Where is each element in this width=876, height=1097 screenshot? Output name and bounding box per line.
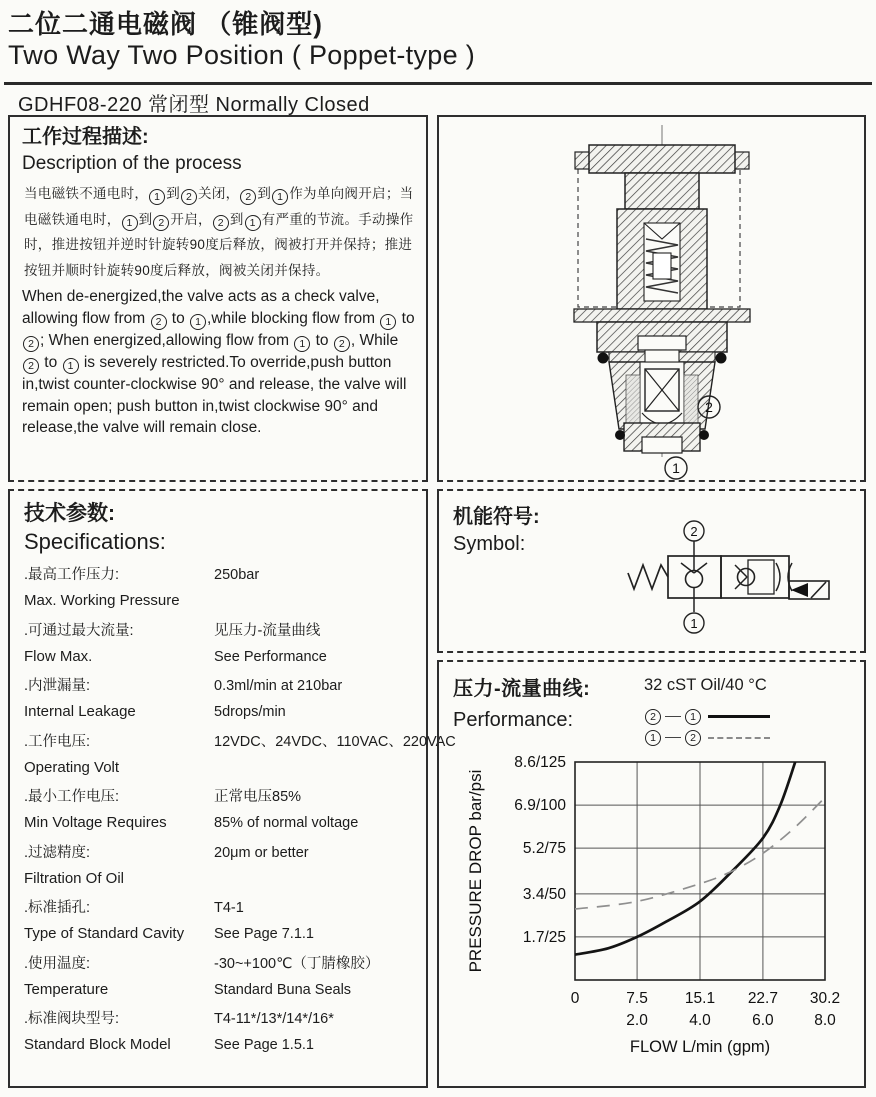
- performance-heading-en: Performance:: [453, 709, 574, 731]
- oil-condition-note: 32 cST Oil/40 °C: [644, 676, 767, 694]
- svg-text:1: 1: [690, 616, 698, 631]
- spec-label-en: Min Voltage Requires: [24, 814, 167, 831]
- spec-value-secondary: [214, 866, 426, 892]
- symbol-port-2: [684, 521, 704, 556]
- spec-value-primary: 250bar: [214, 567, 260, 583]
- spec-value-primary: 正常电压85%: [214, 789, 302, 805]
- spec-value-secondary: See Page 1.5.1: [214, 1037, 314, 1053]
- spec-label-en: Max. Working Pressure: [24, 592, 180, 609]
- spec-value-secondary: 5drops/min: [214, 704, 286, 720]
- symbol-port-1: [684, 598, 704, 633]
- svg-text:1: 1: [672, 460, 680, 476]
- spec-value-primary: 12VDC、24VDC、110VAC、220VAC: [214, 733, 456, 750]
- spec-label-cn: .标准阀块型号:: [24, 1011, 120, 1027]
- spec-label-en: Temperature: [24, 980, 109, 998]
- check-valve-symbol: [681, 556, 707, 598]
- spec-label-cn: .工作电压:: [24, 733, 91, 750]
- hydraulic-symbol: [439, 491, 864, 651]
- spec-label-cn: .最高工作压力:: [24, 567, 120, 583]
- spec-row: [24, 1006, 426, 1058]
- o-ring: [716, 353, 727, 364]
- svg-text:30.2: 30.2: [809, 990, 841, 1007]
- valve-cross-section-drawing: [439, 117, 864, 480]
- spec-row: [24, 562, 426, 614]
- svg-text:2: 2: [705, 399, 713, 415]
- spec-value-secondary: See Page 7.1.1: [214, 926, 314, 942]
- spec-value-primary: T4-11*/13*/14*/16*: [214, 1011, 334, 1027]
- spec-value-secondary: See Performance: [214, 648, 327, 665]
- symbol-heading-cn: 机能符号:: [453, 506, 540, 528]
- spec-label-en: Standard Block Model: [24, 1036, 171, 1053]
- svg-text:0: 0: [570, 990, 580, 1007]
- spec-label-en: Operating Volt: [24, 758, 120, 776]
- svg-text:8.0: 8.0: [814, 1012, 836, 1029]
- svg-text:2.0: 2.0: [626, 1012, 648, 1029]
- specifications-heading-en: Specifications:: [24, 529, 166, 554]
- o-ring: [699, 430, 709, 440]
- header-divider: [4, 82, 872, 85]
- page-title-cn: 二位二通电磁阀 （锥阀型): [8, 9, 323, 39]
- spec-label-en: Type of Standard Cavity: [24, 925, 185, 942]
- svg-text:6.9/100: 6.9/100: [514, 797, 566, 815]
- symbol-section: [437, 489, 866, 653]
- svg-text:1.7/25: 1.7/25: [522, 928, 566, 946]
- description-heading-cn: 工作过程描述:: [22, 126, 149, 148]
- description-body-cn: 当电磁铁不通电时， 1 到 2 关闭， 2 到 1 作为单向阀开启；当电磁铁通电时， 1 到 2 开启， 2 到 1 有严重的节流。手动操作时，推进按钮并逆时针旋转90度后释放，阀被打开并保持；推进按钮并顺时针旋转90度后释放，阀被关闭并保持。: [24, 186, 414, 278]
- description-heading-en: Description of the process: [22, 153, 242, 174]
- spec-label-en: Filtration Of Oil: [24, 869, 125, 887]
- valve-drawing-section: [437, 115, 866, 482]
- spec-label-cn: .标准插孔:: [24, 900, 91, 916]
- spec-value-secondary: [214, 755, 456, 781]
- port-1-label: [665, 457, 687, 479]
- valve-head: [589, 145, 735, 173]
- spec-value-primary: 0.3ml/min at 210bar: [214, 678, 343, 694]
- description-section: [8, 115, 428, 482]
- spec-label-en: Internal Leakage: [24, 703, 136, 720]
- svg-text:3.4/50: 3.4/50: [522, 885, 566, 903]
- legend-port: 1: [685, 709, 701, 725]
- page-title-en: Two Way Two Position ( Poppet-type ): [8, 40, 475, 70]
- svg-text:6.0: 6.0: [752, 1012, 774, 1029]
- svg-text:4.0: 4.0: [689, 1012, 711, 1029]
- svg-text:2: 2: [690, 524, 698, 539]
- spec-label-cn: .可通过最大流量:: [24, 622, 134, 639]
- spec-value-secondary: Standard Buna Seals: [214, 981, 352, 998]
- spec-label-cn: .过滤精度:: [24, 844, 91, 861]
- spec-value-primary: -30~+100℃（丁腈橡胶）: [214, 955, 380, 972]
- svg-text:PRESSURE DROP bar/psi: PRESSURE DROP bar/psi: [466, 769, 485, 973]
- svg-text:FLOW L/min (gpm): FLOW L/min (gpm): [629, 1038, 771, 1056]
- svg-text:15.1: 15.1: [684, 990, 716, 1007]
- spec-label-cn: .最小工作电压:: [24, 789, 120, 805]
- svg-text:5.2/75: 5.2/75: [522, 840, 566, 858]
- spec-row: [24, 618, 426, 670]
- legend-port: 2: [685, 730, 701, 746]
- spec-value-secondary: [214, 588, 426, 614]
- specifications-section: [8, 489, 456, 1088]
- pressure-flow-chart: [439, 662, 864, 1086]
- spec-value-primary: 20μm or better: [214, 844, 309, 861]
- svg-text:8.6/125: 8.6/125: [514, 754, 566, 771]
- spec-row: [24, 784, 426, 836]
- legend-port: 1: [645, 730, 661, 746]
- spring-symbol: [628, 565, 668, 589]
- spec-row: [24, 840, 426, 892]
- spec-row: [24, 673, 426, 725]
- spec-label-cn: .使用温度:: [24, 955, 91, 972]
- spec-value-secondary: 85% of normal voltage: [214, 815, 359, 831]
- spec-label-en: Flow Max.: [24, 647, 93, 665]
- o-ring: [598, 353, 609, 364]
- restricted-check-symbol: [735, 560, 792, 594]
- o-ring: [615, 430, 625, 440]
- spec-row: [24, 895, 426, 947]
- svg-text:7.5: 7.5: [626, 990, 648, 1007]
- solenoid-symbol: [789, 581, 829, 599]
- spec-row: [24, 951, 426, 1003]
- performance-heading-cn: 压力-流量曲线:: [453, 678, 591, 700]
- performance-section: [437, 660, 866, 1088]
- symbol-heading-en: Symbol:: [453, 533, 526, 555]
- description-body-en: When de-energized,the valve acts as a check valve, allowing flow from 2 to 1 ,while blocking flow from 1 to 2 ; When energized,allowing flow from 1 to 2 , While 2 to 1 is severely restricted.To override,push button in,twist counter-clockwise 90° and release, the valve will remain open; push button in,twist clockwise 90° and release,the valve will remain close.: [22, 288, 415, 437]
- spec-label-cn: .内泄漏量:: [24, 678, 91, 694]
- legend-port: 2: [645, 709, 661, 725]
- spec-value-primary: T4-1: [214, 900, 244, 916]
- model-heading: GDHF08-220 常闭型 Normally Closed: [18, 94, 370, 116]
- specifications-heading-cn: 技术参数:: [24, 502, 115, 525]
- spec-row: [24, 729, 456, 781]
- spec-value-primary: 见压力-流量曲线: [214, 622, 321, 639]
- svg-text:22.7: 22.7: [747, 990, 778, 1007]
